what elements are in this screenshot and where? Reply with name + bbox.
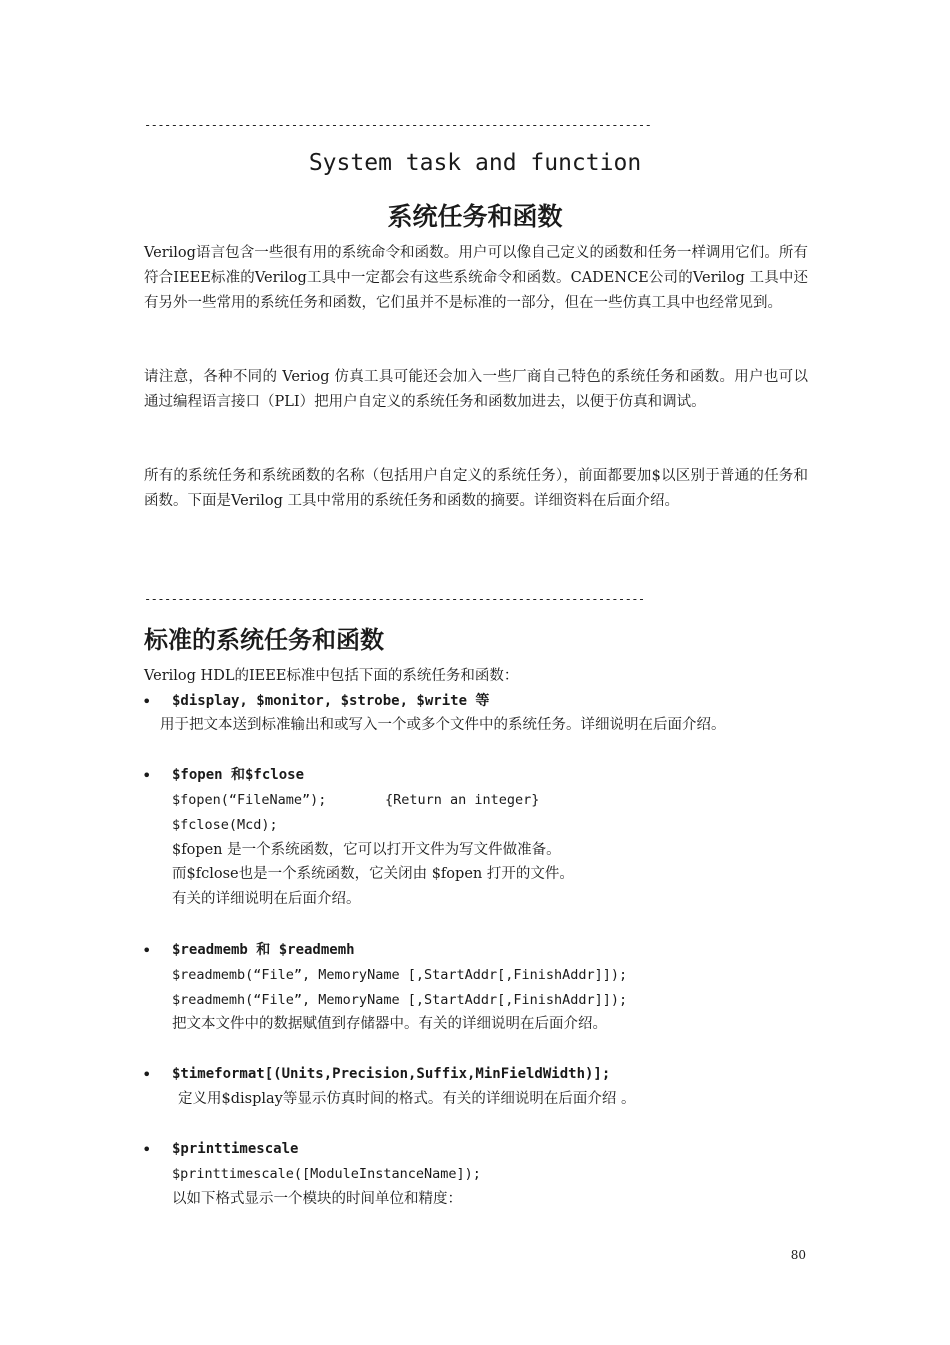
item-printtimescale-title: $printtimescale — [172, 1141, 299, 1157]
item-fopen-title: $fopen 和$fclose — [172, 767, 305, 783]
bullet-fopen: • — [142, 766, 152, 785]
intro-paragraph-3: 所有的系统任务和系统函数的名称（包括用户自定义的系统任务），前面都要加$以区别于普通的任务和函数。下面是Verilog 工具中常用的系统任务和函数的摘要。详细资料在后面介绍。 — [144, 468, 808, 509]
item-display-title: $display, $monitor, $strobe, $write 等 — [172, 693, 490, 709]
intro-paragraph-2: 请注意，各种不同的 Veriog 仿真工具可能还会加入一些厂商自己特色的系统任务和函数。用户也可以通过编程语言接口（PLI）把用户自定义的系统任务和函数加进去，以便于仿真和调试。 — [144, 369, 808, 410]
item-timeformat-desc: 定义用$display等显示仿真时间的格式。有关的详细说明在后面介绍 。 — [178, 1091, 636, 1107]
bullet-readmem: • — [142, 941, 152, 960]
item-readmem-code-2: $readmemh(“File”, MemoryName [,StartAddr[,FinishAddr]]); — [172, 992, 628, 1008]
bullet-timeformat: • — [142, 1065, 152, 1084]
title-chinese: 系统任务和函数 — [387, 202, 563, 231]
item-fopen-desc-3: 有关的详细说明在后面介绍。 — [172, 891, 361, 907]
item-fopen-desc-1: $fopen 是一个系统函数，它可以打开文件为写文件做准备。 — [172, 842, 561, 858]
item-printtimescale-code: $printtimescale([ModuleInstanceName]); — [172, 1166, 481, 1182]
item-readmem-desc: 把文本文件中的数据赋值到存储器中。有关的详细说明在后面介绍。 — [172, 1016, 607, 1032]
bullet-printtimescale: • — [142, 1140, 152, 1159]
item-readmem-code-1: $readmemb(“File”, MemoryName [,StartAddr[,FinishAddr]]); — [172, 967, 628, 983]
section-intro: Verilog HDL的IEEE标准中包括下面的系统任务和函数： — [144, 668, 519, 684]
bullet-display: • — [142, 692, 152, 711]
top-divider-rule: ---------------------------------------------------------------------------- — [144, 118, 652, 132]
item-readmem-title: $readmemb 和 $readmemh — [172, 942, 355, 958]
item-fopen-code-1-note: {Return an integer} — [385, 792, 540, 808]
section-heading: 标准的系统任务和函数 — [144, 626, 384, 654]
item-display-desc: 用于把文本送到标准输出和或写入一个或多个文件中的系统任务。详细说明在后面介绍。 — [160, 717, 726, 733]
page-number: 80 — [790, 1248, 806, 1262]
item-timeformat-title: $timeformat[(Units,Precision,Suffix,MinFieldWidth)]; — [172, 1066, 611, 1082]
item-printtimescale-desc: 以如下格式显示一个模块的时间单位和精度： — [172, 1191, 462, 1207]
intro-paragraph-1: Verilog语言包含一些很有用的系统命令和函数。用户可以像自己定义的函数和任务一样调用它们。所有符合IEEE标准的Verilog工具中一定都会有这些系统命令和函数。CADENCE公司的Verilog 工具中还有另外一些常用的系统任务和函数，它们虽并不是标准的一部分，但在一些仿真工具中也经常见到。 — [144, 245, 808, 311]
title-english: System task and function — [308, 150, 642, 176]
item-fopen-desc-2: 而$fclose也是一个系统函数，它关闭由 $fopen 打开的文件。 — [172, 866, 574, 882]
middle-divider-rule: --------------------------------------------------------------------------- — [144, 592, 645, 606]
item-fopen-code-1: $fopen(“FileName”); — [172, 792, 327, 808]
item-fopen-code-2: $fclose(Mcd); — [172, 817, 278, 833]
